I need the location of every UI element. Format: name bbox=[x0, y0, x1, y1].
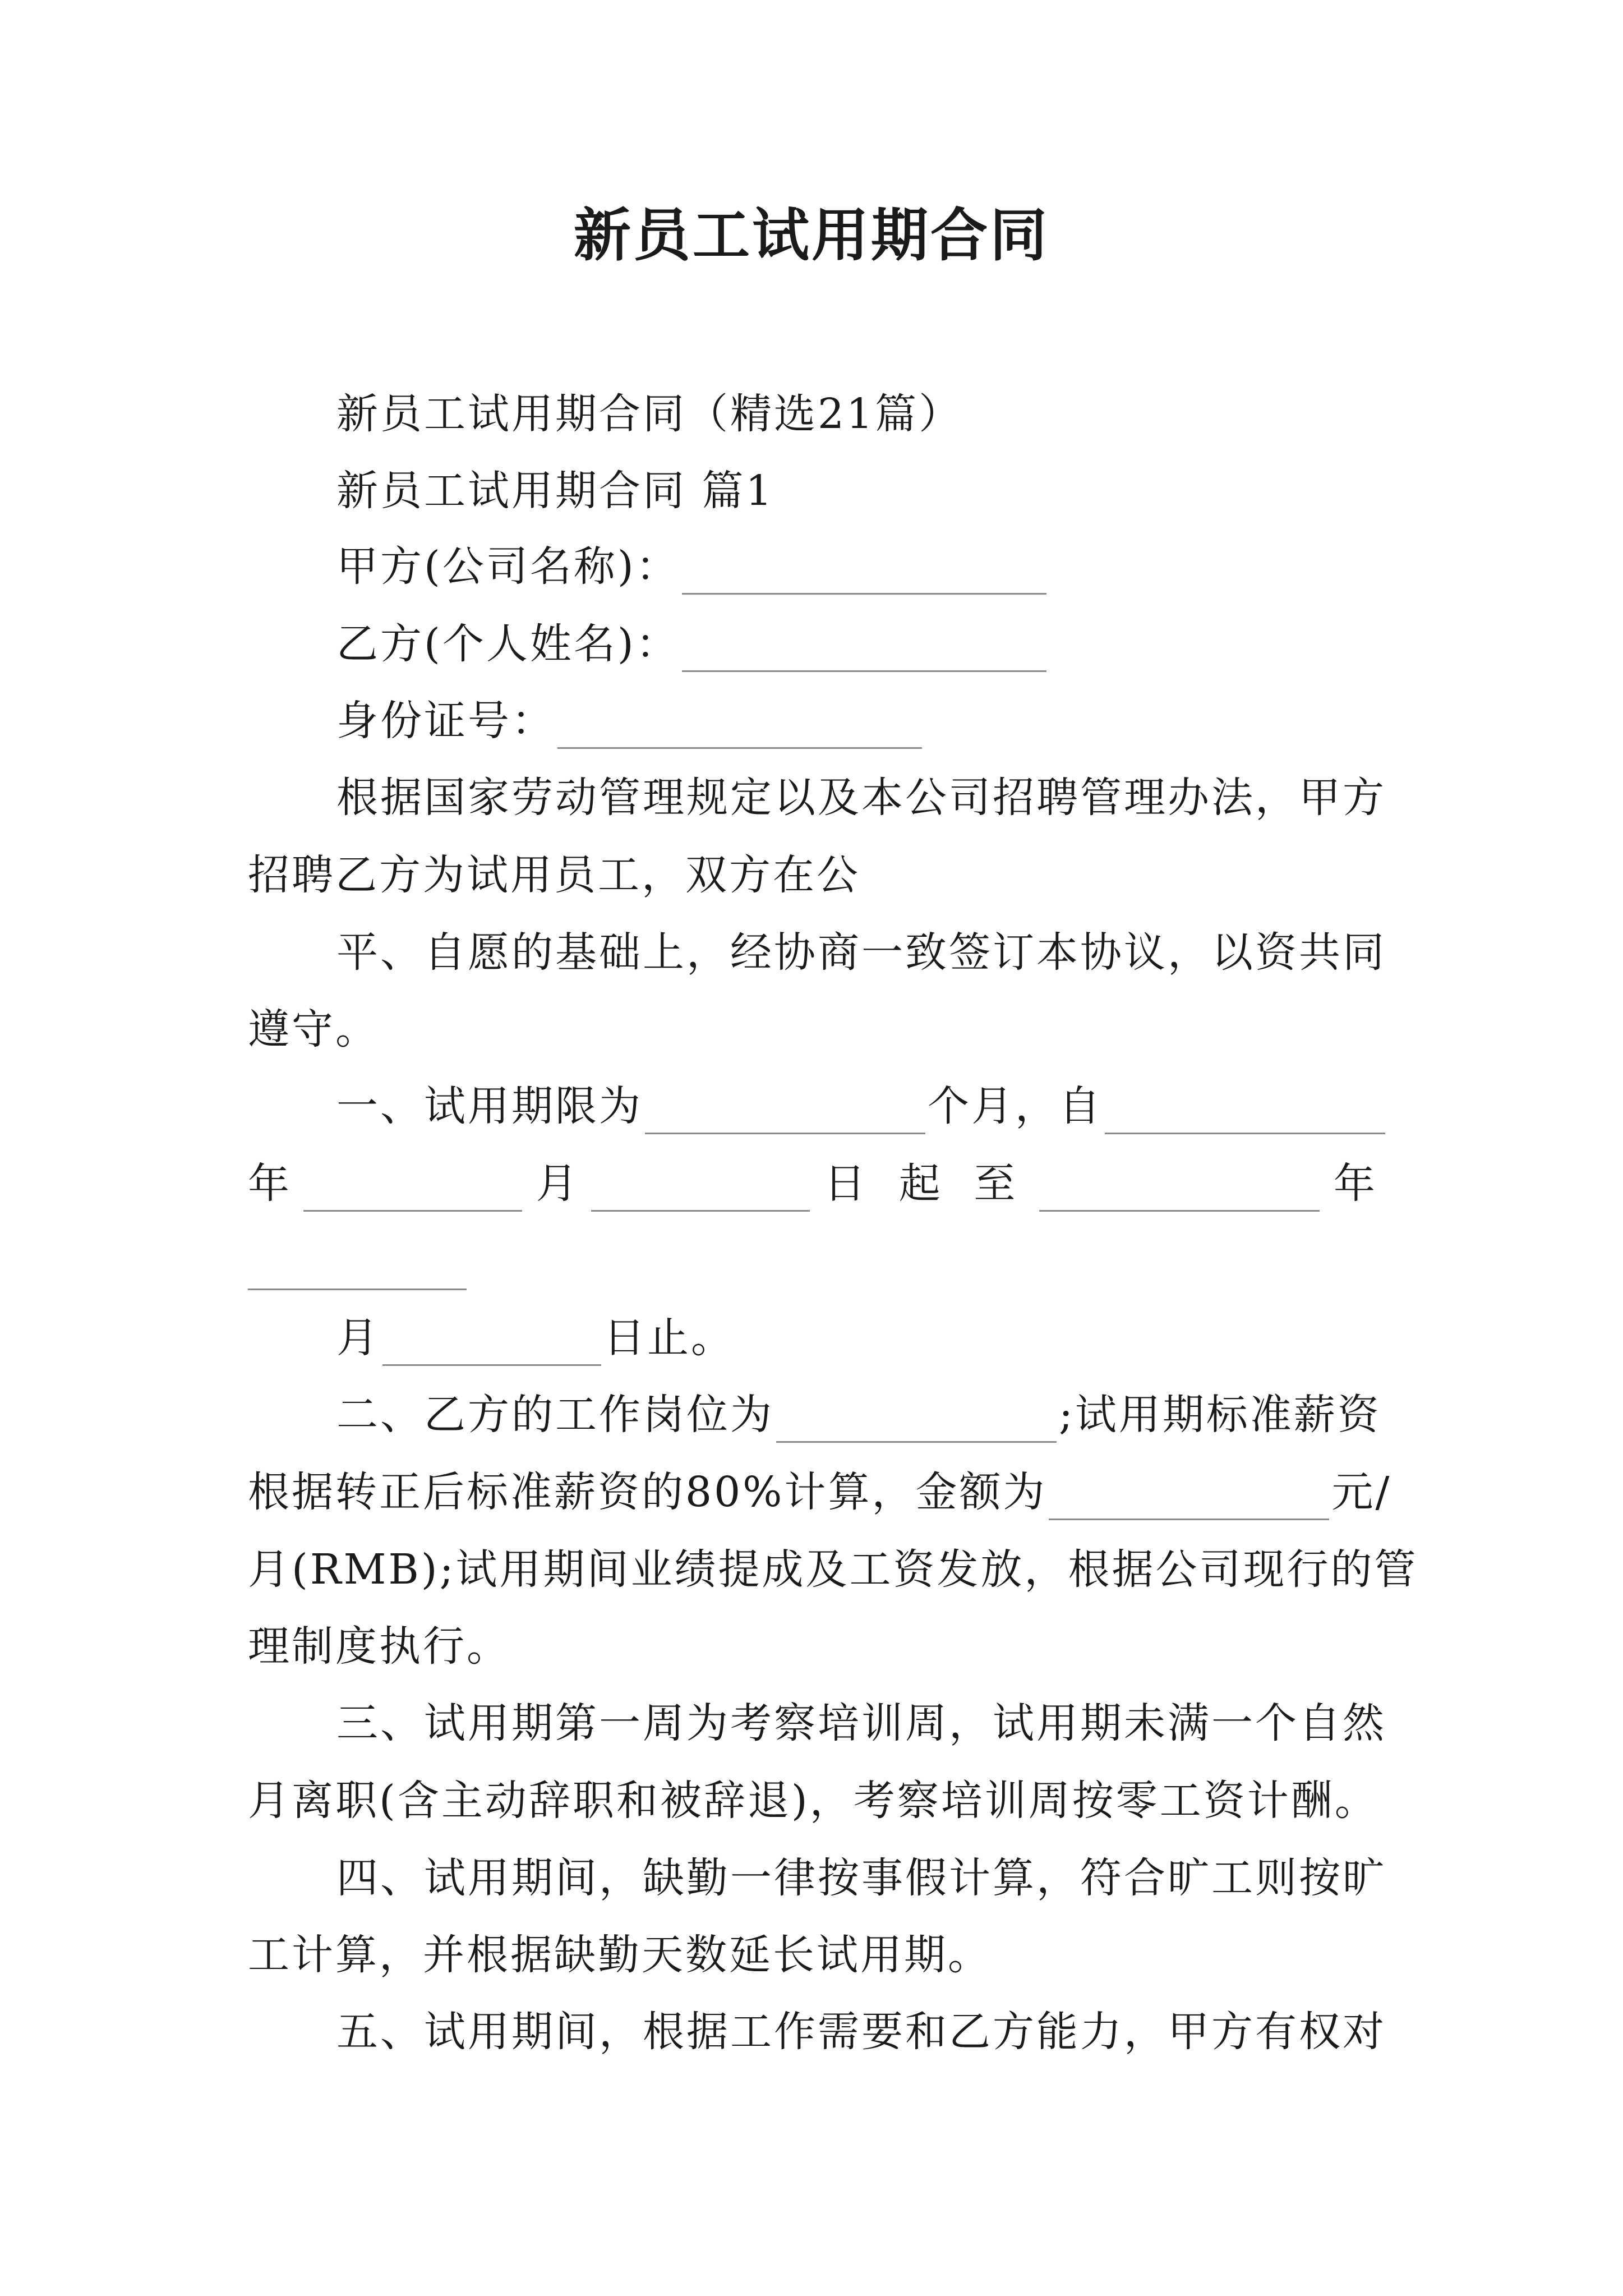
clause2-line1-suffix: ;试用期标准薪资 bbox=[1059, 1391, 1381, 1439]
clause1-day-from: 日 起 至 bbox=[824, 1159, 1026, 1208]
party-a-row bbox=[336, 539, 1049, 595]
clause2-line-4: 理制度执行。 bbox=[248, 1622, 510, 1671]
id-blank bbox=[557, 708, 922, 749]
clause3-line-1: 三、试用期第一周为考察培训周，试用期未满一个自然 bbox=[336, 1699, 1386, 1747]
clause1-line-1 bbox=[336, 1078, 1387, 1134]
clause1-months-blank bbox=[645, 1093, 925, 1134]
clause2-position-blank bbox=[776, 1402, 1057, 1443]
clause1-year-blank bbox=[303, 1171, 522, 1212]
clause2-line2-prefix: 根据转正后标准薪资的80%计算，金额为 bbox=[248, 1468, 1047, 1516]
clause1-month: 月 bbox=[536, 1159, 578, 1208]
clause1-end-month-value-blank bbox=[248, 1249, 467, 1290]
clause1-year: 年 bbox=[248, 1159, 289, 1208]
clause1-month-blank bbox=[591, 1171, 810, 1212]
clause5-line-1: 五、试用期间，根据工作需要和乙方能力，甲方有权对 bbox=[336, 2008, 1386, 2056]
clause3-line-2: 月离职(含主动辞职和被辞退)，考察培训周按零工资计酬。 bbox=[248, 1777, 1378, 1825]
document-title: 新员工试用期合同 bbox=[574, 202, 1049, 269]
clause2-line-1 bbox=[336, 1387, 1381, 1443]
id-label: 身份证号： bbox=[336, 697, 555, 745]
party-b-row bbox=[336, 616, 1049, 672]
clause1-line-2 bbox=[248, 1156, 1375, 1212]
clause1-year2: 年 bbox=[1333, 1159, 1375, 1208]
party-a-label: 甲方(公司名称)： bbox=[336, 542, 680, 591]
clause2-amount-blank bbox=[1049, 1479, 1329, 1520]
clause1-prefix: 一、试用期限为 bbox=[336, 1082, 643, 1130]
intro-line-2: 招聘乙方为试用员工，双方在公 bbox=[248, 851, 860, 899]
clause2-line-2 bbox=[248, 1464, 1391, 1520]
party-a-blank bbox=[682, 554, 1046, 595]
party-b-label: 乙方(个人姓名)： bbox=[336, 620, 680, 668]
document-subtitle: 新员工试用期合同（精选21篇） bbox=[336, 390, 963, 438]
party-b-blank bbox=[682, 631, 1046, 672]
intro2-line-2: 遵守。 bbox=[248, 1005, 379, 1053]
clause1-end-day-blank bbox=[382, 1325, 601, 1366]
clause4-line-2: 工计算，并根据缺勤天数延长试用期。 bbox=[248, 1931, 992, 1979]
clause1-month2: 月 bbox=[336, 1314, 380, 1362]
clause4-line-1: 四、试用期间，缺勤一律按事假计算，符合旷工则按旷 bbox=[336, 1854, 1386, 1902]
intro2-line-1: 平、自愿的基础上，经协商一致签订本协议，以资共同 bbox=[336, 928, 1386, 977]
clause1-line-4 bbox=[336, 1310, 735, 1366]
clause1-line-3 bbox=[248, 1234, 467, 1290]
clause2-line-3: 月(RMB);试用期间业绩提成及工资发放，根据公司现行的管 bbox=[248, 1545, 1418, 1594]
intro-line-1: 根据国家劳动管理规定以及本公司招聘管理办法，甲方 bbox=[336, 774, 1386, 822]
clause2-line2-suffix: 元/ bbox=[1331, 1468, 1392, 1516]
clause1-end: 日止。 bbox=[603, 1314, 735, 1362]
clause2-line1-prefix: 二、乙方的工作岗位为 bbox=[336, 1391, 774, 1439]
section-heading: 新员工试用期合同 篇1 bbox=[336, 467, 774, 515]
clause1-end-year-blank bbox=[1039, 1171, 1320, 1212]
id-row bbox=[336, 693, 924, 749]
clause1-mid: 个月，自 bbox=[928, 1082, 1103, 1130]
clause1-start-blank bbox=[1105, 1093, 1385, 1134]
